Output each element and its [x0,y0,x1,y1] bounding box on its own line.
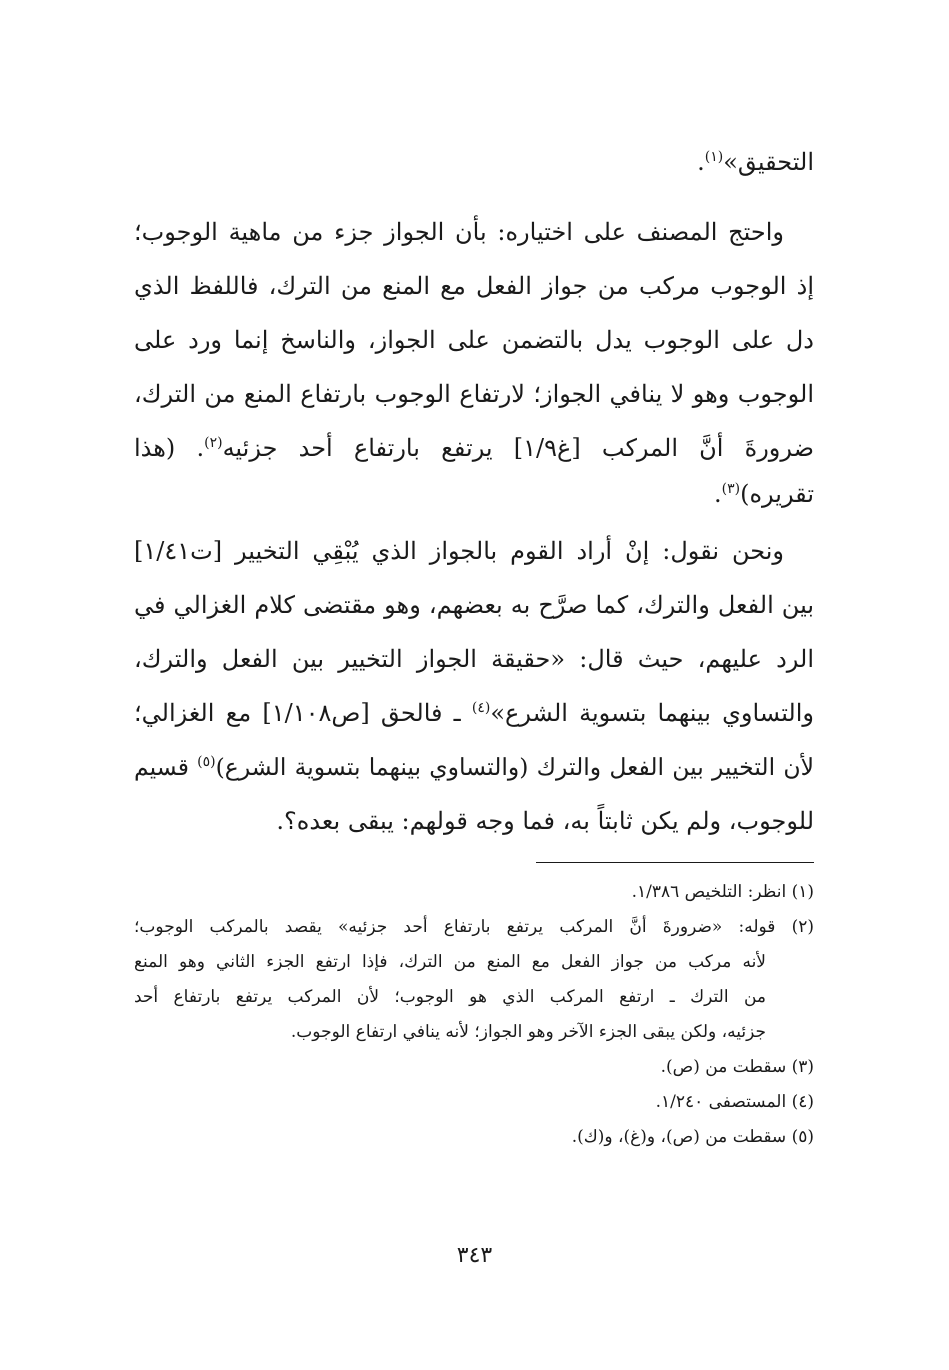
text-line: دل على الوجوب يدل بالتضمن على الجواز، والناسخ إنما ورد على [134,326,814,354]
footnote-ref: (٢) [204,435,223,451]
text-line: لأن التخيير بين الفعل والترك (والتساوي بينهما بتسوية الشرع)$^{(٥)}$ قسيم [134,753,814,781]
paragraph-1 [134,135,814,189]
footnote-2: (٢) قوله: «ضرورةَ أنَّ المركب يرتفع بارتفاع أحد جزئيه» يقصد بالمركب الوجوب؛ [134,917,814,937]
footnote-ref: (٣) [721,481,741,497]
page-number: ٣٤٣ [456,1243,493,1268]
text-line: الوجوب وهو لا ينافي الجواز؛ لارتفاع الوجوب بارتفاع المنع من الترك، [134,380,814,408]
footnote-ref: (١) [704,149,724,165]
text-line: بين الفعل والترك، كما صرَّح به بعضهم، وهو مقتضى كلام الغزالي في [134,591,814,619]
footnote-2-continued: لأنه مركب من جواز الفعل مع المنع من الترك، فإذا ارتفع الجزء الثاني وهو المنع [134,952,766,972]
footnote-ref: (٤) [471,700,491,716]
text-line: والتساوي بينهما بتسوية الشرع»$^{(٤)}$ ـ فالحق [ص١/١٠٨] مع الغزالي؛ [134,699,814,727]
text-line: للوجوب، ولم يكن ثابتاً به، فما وجه قولهم: يبقى بعده؟. [276,807,814,835]
text-line: التحقيق»$^{(١)}$. [697,148,814,176]
footnote-ref: (٥) [197,754,216,771]
text-line: ضرورةَ أنَّ المركب [غ١/٩] يرتفع بارتفاع أحد جزئيه$^{(٢)}$. (هذا [134,434,814,462]
text-line: إذ الوجوب مركب من جواز الفعل مع المنع من الترك، فاللفظ الذي [134,272,814,300]
text-line: ونحن نقول: إنْ أراد القوم بالجواز الذي يُبْقِي التخيير [ت١/٤١] [134,537,784,565]
footnote-2-continued: من الترك ـ ارتفع المركب الذي هو الوجوب؛ لأن المركب يرتفع بارتفاع أحد [134,987,766,1007]
footnote-divider [536,862,814,863]
paragraph-2 [134,205,814,521]
footnote-4: (٤) المستصفى ١/٢٤٠. [655,1092,814,1112]
footnote-1: (١) انظر: التلخيص ١/٣٨٦. [631,882,814,902]
paragraph-3 [134,524,814,848]
text-line: واحتج المصنف على اختياره: بأن الجواز جزء من ماهية الوجوب؛ [134,218,784,246]
footnote-5: (٥) سقطت من (ص)، و(غ)، و(ك). [571,1127,814,1147]
footnote-3: (٣) سقطت من (ص). [660,1057,814,1077]
text-line: الرد عليهم، حيث قال: «حقيقة الجواز التخيير بين الفعل والترك، [134,645,814,673]
footnote-2-continued: جزئيه، ولكن يبقى الجزء الآخر وهو الجواز؛ لأنه ينافي ارتفاع الوجوب. [290,1022,766,1042]
footnotes [134,875,814,1155]
text-line: تقريره)$^{(٣)}$. [713,480,814,508]
